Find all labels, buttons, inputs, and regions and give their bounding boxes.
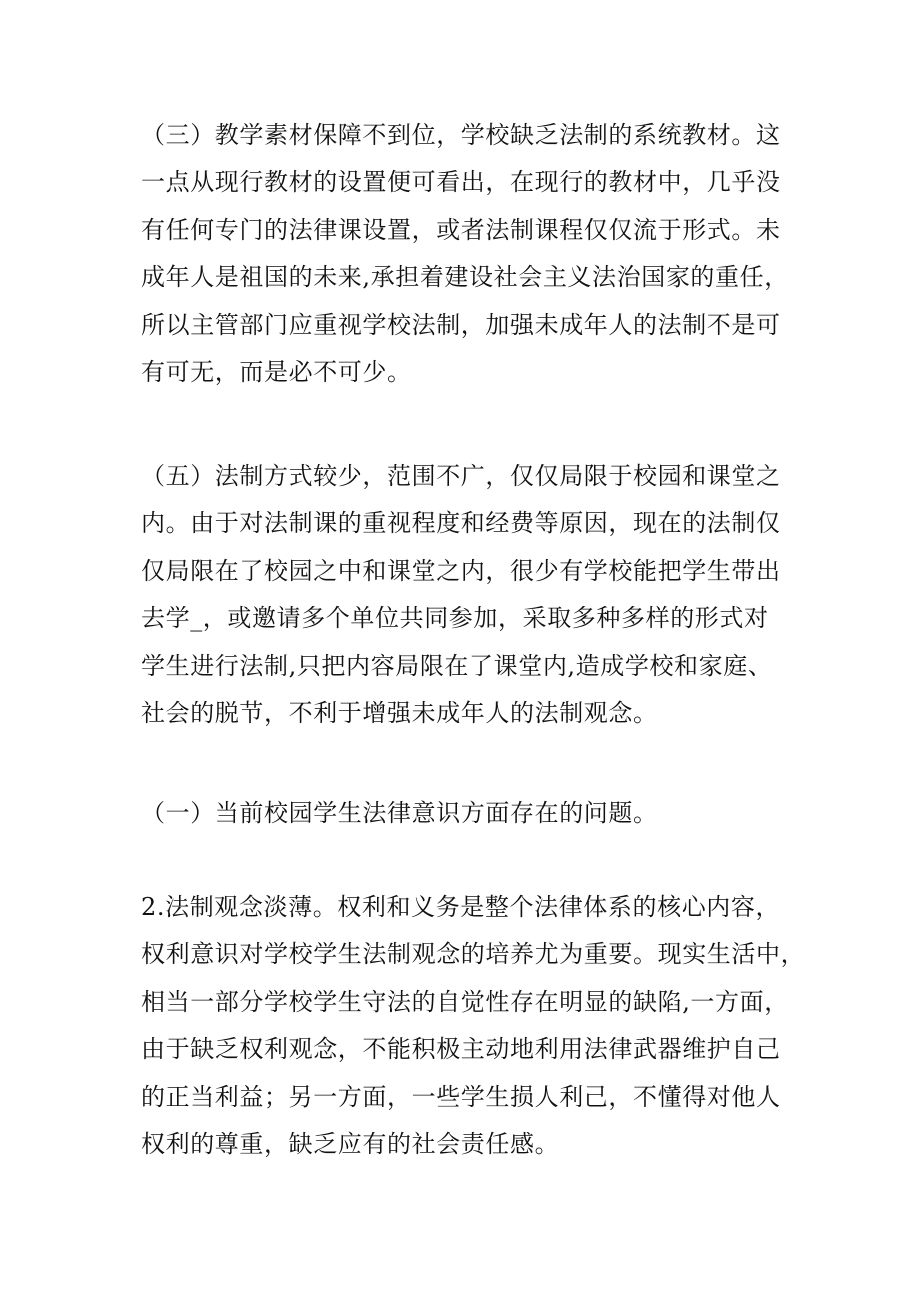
paragraph-line: 一点从现行教材的设置便可看出，在现行的教材中，几乎没 (141, 168, 781, 197)
paragraph-legal-methods (141, 453, 781, 737)
paragraph-weak-legal-awareness (141, 884, 806, 1168)
paragraph-line: 学生进行法制,只把内容局限在了课堂内,造成学校和家庭、 (141, 651, 773, 680)
paragraph-line: 权利意识对学校学生法制观念的培养尤为重要。现实生活中， (141, 940, 806, 969)
paragraph-line: 有可无，而是必不可少。 (141, 358, 412, 387)
paragraph-line: 社会的脱节，不利于增强未成年人的法制观念。 (141, 699, 658, 728)
paragraph-line: （三）教学素材保障不到位，学校缺乏法制的系统教材。这 (141, 121, 781, 149)
paragraph-line: 的正当利益；另一方面，一些学生损人利己，不懂得对他人 (141, 1082, 781, 1111)
paragraph-line: 由于缺乏权利观念，不能积极主动地利用法律武器维护自己 (141, 1035, 781, 1064)
paragraph-teaching-materials (141, 112, 789, 396)
paragraph-line: 成年人是祖国的未来,承担着建设社会主义法治国家的重任， (141, 263, 789, 292)
paragraph-line: 所以主管部门应重视学校法制，加强未成年人的法制不是可 (141, 310, 781, 339)
paragraph-line: 2.法制观念淡薄。权利和义务是整个法律体系的核心内容， (141, 893, 781, 921)
paragraph-line: （一）当前校园学生法律意识方面存在的问题。 (141, 799, 658, 827)
paragraph-line: 有任何专门的法律课设置，或者法制课程仅仅流于形式。未 (141, 215, 781, 244)
paragraph-line: 权利的尊重，缺乏应有的社会责任感。 (141, 1130, 560, 1159)
paragraph-line: 仅局限在了校园之中和课堂之内，很少有学校能把学生带出 (141, 556, 781, 585)
paragraph-line: （五）法制方式较少，范围不广，仅仅局限于校园和课堂之 (141, 462, 781, 490)
paragraph-current-problems-heading (141, 790, 781, 837)
paragraph-line: 内。由于对法制课的重视程度和经费等原因，现在的法制仅 (141, 509, 781, 538)
paragraph-line: 相当一部分学校学生守法的自觉性存在明显的缺陷,一方面， (141, 987, 789, 1016)
paragraph-line: 去学_，或邀请多个单位共同参加，采取多种多样的形式对 (141, 604, 769, 633)
